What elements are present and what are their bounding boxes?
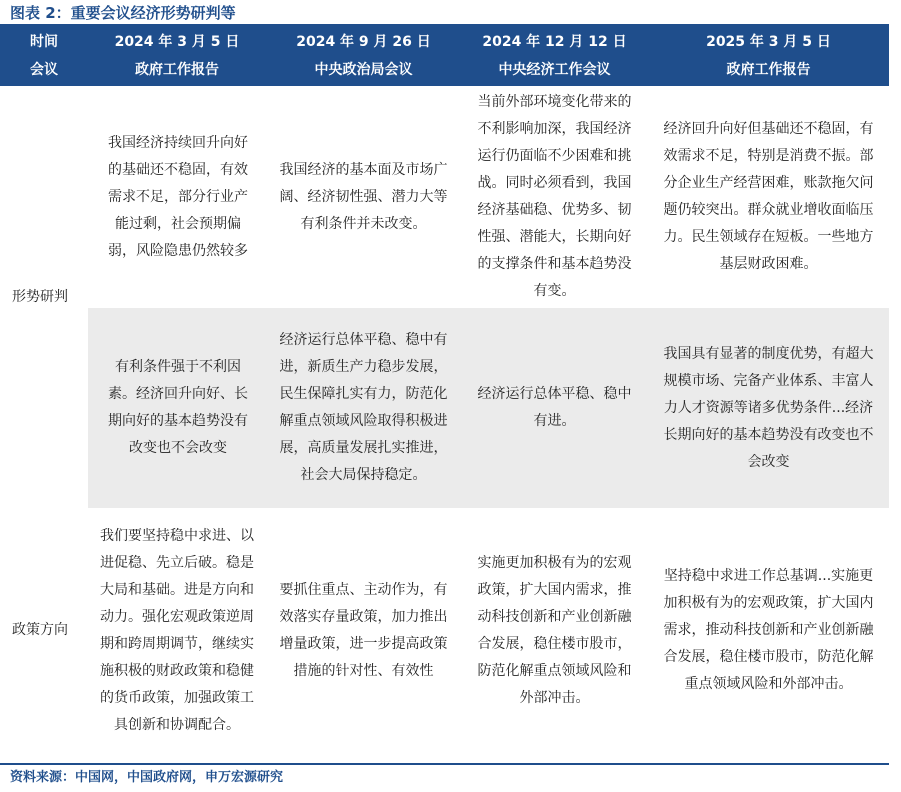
header-col2-meeting: 中央政治局会议 xyxy=(314,62,413,78)
situation-row-2 xyxy=(0,308,889,508)
cell-situation-2-2024-12: 经济运行总体平稳、稳中有进。 xyxy=(461,308,648,508)
header-2024-09-26 xyxy=(266,26,461,86)
row-label-policy: 政策方向 xyxy=(12,622,68,638)
cell-policy-2024-03: 我们要坚持稳中求进、以进促稳、先立后破。稳是大局和基础。进是方向和动力。强化宏观政策逆周期和跨周期调节，继续实施积极的财政政策和稳健的货币政策，加强政策工具创新和协调配合。 xyxy=(100,527,254,733)
header-time-meeting xyxy=(0,26,88,86)
header-col1-date: 2024 年 3 月 5 日 xyxy=(114,34,240,50)
header-col2-date: 2024 年 9 月 26 日 xyxy=(296,34,431,50)
cell-situation-2-2024-03: 有利条件强于不利因素。经济回升向好、长期向好的基本趋势没有改变也不会改变 xyxy=(88,308,266,508)
header-2024-12-12 xyxy=(461,26,648,86)
cell-policy-2024-12: 实施更加积极有为的宏观政策，扩大国内需求，推动科技创新和产业创新融合发展，稳住楼市股市，防范化解重点领域风险和外部冲击。 xyxy=(477,554,632,706)
header-col3-date: 2024 年 12 月 12 日 xyxy=(482,34,627,50)
cell-situation-1-2024-09: 我国经济的基本面及市场广阔、经济韧性强、潜力大等有利条件并未改变。 xyxy=(279,161,448,232)
page-title: 图表 2：重要会议经济形势研判等 xyxy=(10,4,236,22)
source-note: 资料来源：中国网，中国政府网，申万宏源研究 xyxy=(10,770,284,785)
header-row xyxy=(0,26,889,86)
header-2025-03-05 xyxy=(648,26,889,86)
cell-situation-1-2024-03: 我国经济持续回升向好的基础还不稳固，有效需求不足，部分行业产能过剩，社会预期偏弱，风险隐患仍然较多 xyxy=(108,134,248,259)
meeting-table xyxy=(0,26,889,753)
cell-situation-1-2024-12: 当前外部环境变化带来的不利影响加深，我国经济运行仍面临不少困难和挑战。同时必须看到，我国经济基础稳、优势多、韧性强、潜能大，长期向好的支撑条件和基本趋势没有变。 xyxy=(477,94,632,299)
header-col0-line1: 时间 xyxy=(30,34,58,50)
cell-policy-2024-09: 要抓住重点、主动作为，有效落实存量政策，加力推出增量政策，进一步提高政策措施的针对性、有效性 xyxy=(279,581,448,679)
policy-row xyxy=(0,508,889,753)
cell-situation-2-2024-09: 经济运行总体平稳、稳中有进，新质生产力稳步发展，民生保障扎实有力，防范化解重点领域风险取得积极进展，高质量发展扎实推进，社会大局保持稳定。 xyxy=(266,308,461,508)
cell-situation-1-2025-03: 经济回升向好但基础还不稳固，有效需求不足，特别是消费不振。部分企业生产经营困难，账款拖欠问题仍较突出。群众就业增收面临压力。民生领域存在短板。一些地方基层财政困难。 xyxy=(663,121,874,272)
row-label-situation: 形势研判 xyxy=(12,288,68,305)
header-col0-line2: 会议 xyxy=(30,62,58,78)
header-2024-03-05 xyxy=(88,26,266,86)
header-col4-meeting: 政府工作报告 xyxy=(726,62,811,78)
table-bottom-divider xyxy=(0,763,889,765)
header-col3-meeting: 中央经济工作会议 xyxy=(498,62,611,78)
situation-row-1 xyxy=(0,86,889,308)
header-col1-meeting: 政府工作报告 xyxy=(135,62,219,78)
cell-situation-2-2025-03: 我国具有显著的制度优势，有超大规模市场、完备产业体系、丰富人力人才资源等诸多优势条件...经济长期向好的基本趋势没有改变也不会改变 xyxy=(648,308,889,508)
header-col4-date: 2025 年 3 月 5 日 xyxy=(706,34,831,50)
cell-policy-2025-03: 坚持稳中求进工作总基调...实施更加积极有为的宏观政策，扩大国内需求，推动科技创新和产业创新融合发展，稳住楼市股市，防范化解重点领域风险和外部冲击。 xyxy=(663,568,874,692)
